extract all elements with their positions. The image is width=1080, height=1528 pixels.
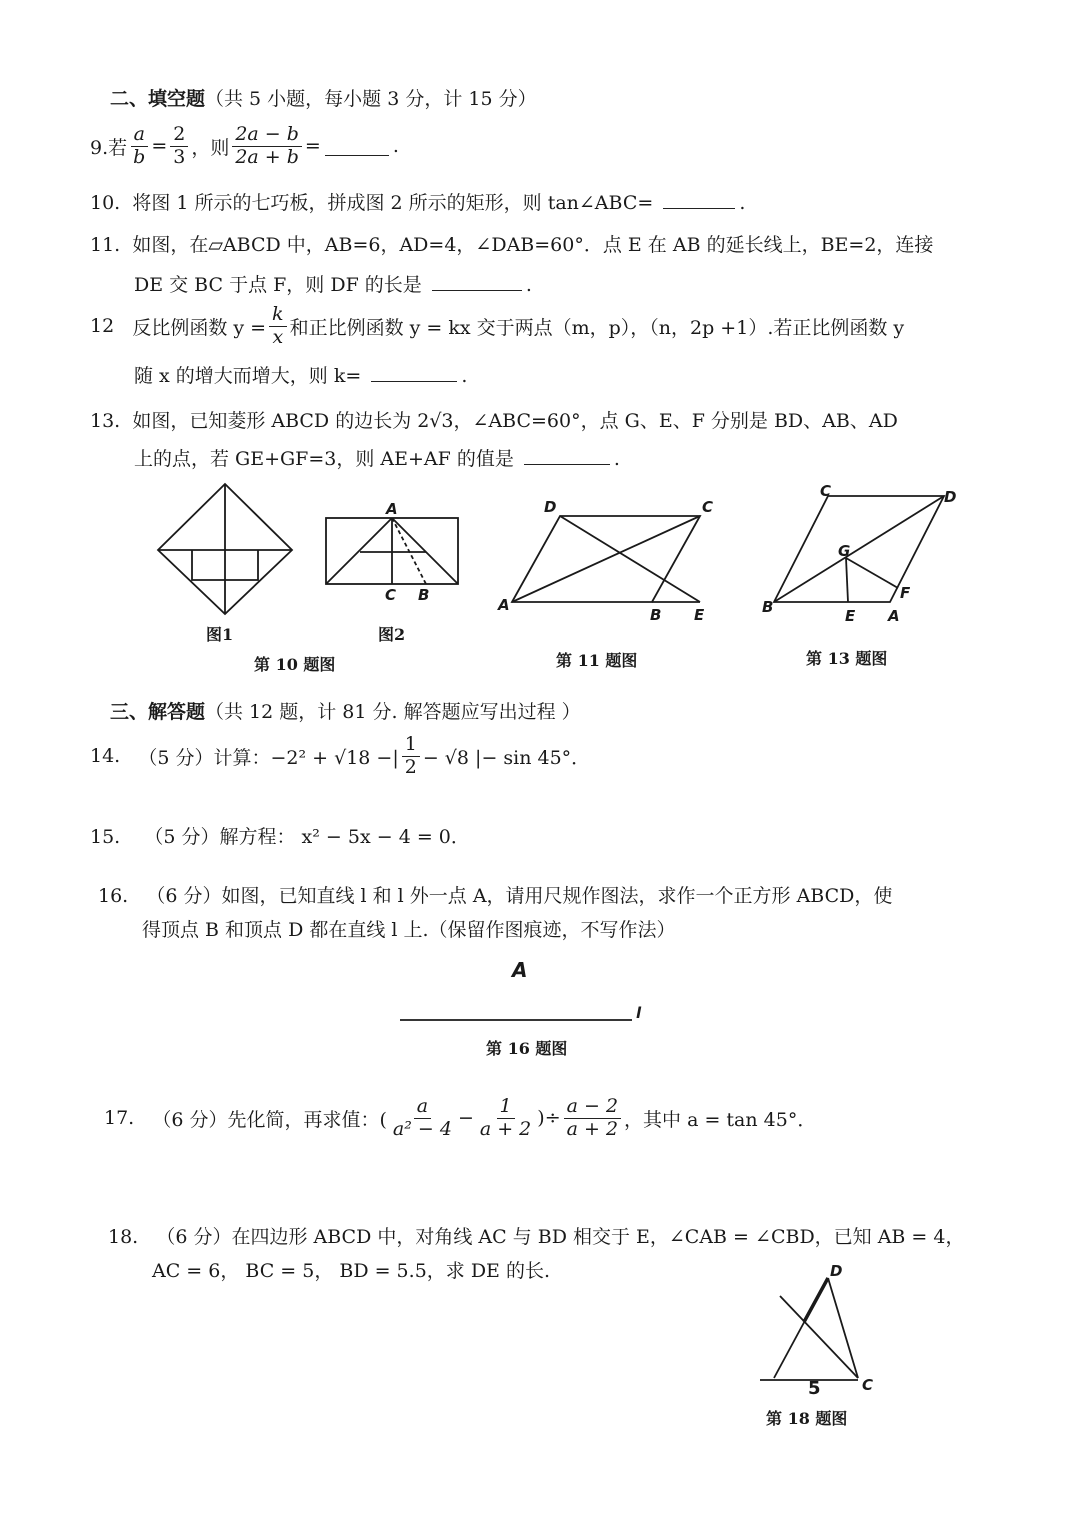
q12-pre: 反比例函数 y = xyxy=(132,316,267,339)
q18-label-D: D xyxy=(830,1262,843,1280)
q14-post: − √8 |− sin 45°． xyxy=(422,746,591,769)
section-2-note: （共 5 小题，每小题 3 分，计 15 分） xyxy=(205,88,537,110)
q17-f3-top: a − 2 xyxy=(564,1096,621,1119)
fig10-label-A: A xyxy=(386,500,398,518)
question-10 xyxy=(90,188,745,215)
q17-div: )÷ xyxy=(537,1107,561,1130)
q13-number: 13. xyxy=(90,410,121,432)
q18-line2: AC = 6， BC = 5， BD = 5.5，求 DE 的长. xyxy=(152,1260,550,1282)
q12-end: . xyxy=(461,364,468,387)
q12-line2: 随 x 的增大而增大，则 k= xyxy=(134,364,362,387)
q16-line1: （6 分）如图，已知直线 l 和 l 外一点 A，请用尺规作图法，求作一个正方形 ABCD，使 xyxy=(146,885,893,907)
q12-fraction-k-x xyxy=(269,304,287,349)
q14-pre: （5 分）计算：−2² + √18 −| xyxy=(138,746,399,769)
q17-fraction-3 xyxy=(564,1096,621,1141)
q9-prefix: 9.若 xyxy=(90,136,128,159)
q10-text: 将图 1 所示的七巧板，拼成图 2 所示的矩形，则 tan∠ABC= xyxy=(132,192,654,214)
q11-line2: DE 交 BC 于点 F，则 DF 的长是 xyxy=(134,274,422,296)
q12-line1: 和正比例函数 y = kx 交于两点（m，p），（n，2p +1）.若正比例函数 y xyxy=(289,316,905,339)
q17-f2-bot: a + 2 xyxy=(479,1117,532,1140)
q12-k: k xyxy=(269,304,287,327)
q17-f1-top: a xyxy=(414,1096,431,1119)
q18-figure xyxy=(760,1276,864,1380)
fig13-label-B: B xyxy=(762,598,774,616)
fig11-label-C: C xyxy=(702,498,714,516)
q13-line1: 如图，已知菱形 ABCD 的边长为 2√3，∠ABC=60°，点 G、E、F 分别是 BD、AB、AD xyxy=(132,410,898,432)
fig10-caption-1: 图1 xyxy=(206,625,234,644)
q10-number: 10. xyxy=(90,192,121,214)
section-2-title: 二、填空题 xyxy=(110,88,206,110)
fig10-caption: 第 10 题图 xyxy=(254,655,336,674)
fig11-label-A: A xyxy=(498,596,510,614)
q17-post: ，其中 a = tan 45°． xyxy=(624,1108,817,1131)
section-3-note: （共 12 题，计 81 分. 解答题应写出过程 ） xyxy=(205,701,581,723)
q9-eq2: = xyxy=(304,135,321,158)
fig13-label-F: F xyxy=(900,584,911,602)
q12-x: x xyxy=(272,325,284,348)
q9-fraction-2-3 xyxy=(170,124,188,169)
q16-number: 16. xyxy=(98,885,129,907)
question-12 xyxy=(90,304,904,388)
q13-line2: 上的点，若 GE+GF=3，则 AE+AF 的值是 xyxy=(134,448,514,470)
q18-line1: （6 分）在四边形 ABCD 中，对角线 AC 与 BD 相交于 E，∠CAB = ∠CBD，已知 AB = 4， xyxy=(156,1226,965,1248)
q11-line1: 如图，在▱ABCD 中，AB=6，AD=4，∠DAB=60°．点 E 在 AB 的延长线上，BE=2，连接 xyxy=(132,234,934,256)
q9-f3-top: 2a − b xyxy=(232,124,302,147)
q18-label-5: 5 xyxy=(808,1378,821,1399)
q16-caption: 第 16 题图 xyxy=(486,1039,568,1058)
q15-number: 15. xyxy=(90,826,121,848)
fig10-label-B: B xyxy=(418,586,430,604)
fig10-rectangle xyxy=(326,518,458,584)
q17-f2-top: 1 xyxy=(497,1096,515,1119)
q10-answer-blank[interactable] xyxy=(663,190,735,209)
q16-line-l xyxy=(400,1018,632,1022)
q14-f-top: 1 xyxy=(402,734,420,757)
question-13 xyxy=(90,402,898,478)
q11-answer-blank[interactable] xyxy=(432,272,522,291)
q11-end: . xyxy=(525,274,532,296)
q9-fraction-a-b xyxy=(130,124,148,169)
q14-number: 14. xyxy=(90,745,121,768)
q17-number: 17. xyxy=(104,1107,135,1130)
q9-end: . xyxy=(392,135,399,158)
q9-f2-bot: 3 xyxy=(173,145,186,168)
fig10-tangram-square xyxy=(158,484,292,614)
q9-f3-bot: 2a + b xyxy=(235,145,299,168)
q15-text: （5 分）解方程： x² − 5x − 4 = 0． xyxy=(144,826,470,848)
q14-f-bot: 2 xyxy=(404,755,417,778)
fig11-label-E: E xyxy=(694,606,705,624)
q11-number: 11. xyxy=(90,234,121,256)
q9-fraction-expr xyxy=(232,124,302,169)
q9-f1-top: a xyxy=(131,124,148,147)
question-15 xyxy=(90,822,470,849)
question-9 xyxy=(90,124,399,169)
fig13-label-G: G xyxy=(838,542,851,560)
question-17 xyxy=(104,1096,816,1141)
q9-mid: ，则 xyxy=(191,136,230,159)
question-11 xyxy=(90,225,933,305)
q13-end: . xyxy=(613,448,620,470)
q10-end: . xyxy=(739,192,746,214)
fig11-label-D: D xyxy=(544,498,557,516)
q9-f2-top: 2 xyxy=(170,124,188,147)
fig13-label-D: D xyxy=(944,488,957,506)
q17-pre: （6 分）先化简，再求值：( xyxy=(152,1108,387,1131)
q12-answer-blank[interactable] xyxy=(371,363,457,382)
fig13-label-E: E xyxy=(845,607,856,625)
q17-f3-bot: a + 2 xyxy=(566,1117,619,1140)
fig13-rhombus xyxy=(774,496,950,604)
q9-f1-bot: b xyxy=(133,145,146,168)
q17-f1-bot: a² − 4 xyxy=(392,1117,452,1140)
fig11-caption: 第 11 题图 xyxy=(556,651,638,670)
q13-answer-blank[interactable] xyxy=(524,446,610,465)
q18-number: 18. xyxy=(108,1226,139,1248)
q16-line2: 得顶点 B 和顶点 D 都在直线 l 上.（保留作图痕迹，不写作法） xyxy=(142,919,676,941)
q17-minus: − xyxy=(457,1107,474,1130)
q14-fraction-half xyxy=(402,734,420,779)
q18-caption: 第 18 题图 xyxy=(766,1409,848,1428)
question-14 xyxy=(90,734,590,779)
fig11-label-B: B xyxy=(650,606,662,624)
fig13-caption: 第 13 题图 xyxy=(806,649,888,668)
section-3-title: 三、解答题 xyxy=(110,701,206,723)
q16-label-l: l xyxy=(636,1004,642,1022)
q12-number: 12 xyxy=(90,315,115,338)
q16-point-A: A xyxy=(512,958,528,982)
question-16 xyxy=(98,879,892,947)
q18-label-C: C xyxy=(862,1376,874,1394)
fig10-caption-2: 图2 xyxy=(378,625,406,644)
section-2-header xyxy=(110,84,537,111)
q9-answer-blank[interactable] xyxy=(325,137,389,156)
section-3-header xyxy=(110,697,581,724)
fig10-label-C: C xyxy=(385,586,397,604)
fig11-parallelogram xyxy=(512,516,712,602)
fig13-label-A: A xyxy=(888,607,900,625)
q9-eq1: = xyxy=(151,135,168,158)
q17-fraction-2 xyxy=(477,1096,534,1141)
q17-fraction-1 xyxy=(390,1096,455,1141)
fig13-label-C: C xyxy=(820,482,832,500)
